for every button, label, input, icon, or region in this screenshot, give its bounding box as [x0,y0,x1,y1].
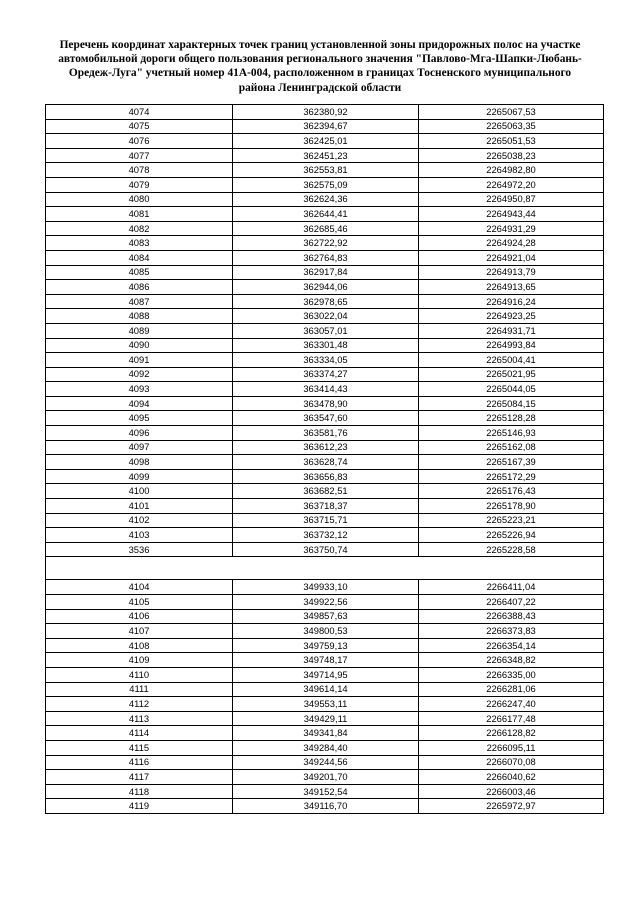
table-row [46,455,604,470]
y-coordinate-cell: 2265004,41 [419,353,604,368]
table-row [46,250,604,265]
coordinates-table [45,104,604,814]
y-coordinate-cell: 2265128,28 [419,411,604,426]
table-row [46,542,604,557]
y-coordinate-cell: 2264913,65 [419,280,604,295]
table-row [46,265,604,280]
point-number-cell: 4091 [46,353,233,368]
table-row [46,440,604,455]
x-coordinate-cell: 363750,74 [233,542,419,557]
table-row [46,469,604,484]
y-coordinate-cell: 2265226,94 [419,528,604,543]
table-row [46,192,604,207]
point-number-cell: 4088 [46,309,233,324]
y-coordinate-cell: 2265021,95 [419,367,604,382]
y-coordinate-cell: 2266354,14 [419,638,604,653]
point-number-cell: 4079 [46,177,233,192]
y-coordinate-cell: 2264916,24 [419,294,604,309]
x-coordinate-cell: 362451,23 [233,148,419,163]
point-number-cell: 4080 [46,192,233,207]
x-coordinate-cell: 363682,51 [233,484,419,499]
table-row [46,799,604,814]
y-coordinate-cell: 2266388,43 [419,609,604,624]
point-number-cell: 4103 [46,528,233,543]
x-coordinate-cell: 349201,70 [233,770,419,785]
table-row [46,667,604,682]
point-number-cell: 4104 [46,580,233,595]
document-title [40,38,600,95]
x-coordinate-cell: 362644,41 [233,207,419,222]
point-number-cell: 4092 [46,367,233,382]
table-row [46,382,604,397]
x-coordinate-cell: 362685,46 [233,221,419,236]
x-coordinate-cell: 363022,04 [233,309,419,324]
y-coordinate-cell: 2266040,62 [419,770,604,785]
table-row [46,221,604,236]
y-coordinate-cell: 2266335,00 [419,667,604,682]
y-coordinate-cell: 2264993,84 [419,338,604,353]
y-coordinate-cell: 2265178,90 [419,499,604,514]
point-number-cell: 4105 [46,595,233,610]
point-number-cell: 4119 [46,799,233,814]
point-number-cell: 4116 [46,755,233,770]
table-row [46,148,604,163]
table-row [46,770,604,785]
y-coordinate-cell: 2266070,08 [419,755,604,770]
y-coordinate-cell: 2266095,11 [419,740,604,755]
x-coordinate-cell: 363718,37 [233,499,419,514]
table-row [46,367,604,382]
y-coordinate-cell: 2265228,58 [419,542,604,557]
table-row [46,280,604,295]
table-row [46,580,604,595]
point-number-cell: 4078 [46,163,233,178]
point-number-cell: 4086 [46,280,233,295]
point-number-cell: 4075 [46,119,233,134]
y-coordinate-cell: 2264931,71 [419,323,604,338]
y-coordinate-cell: 2265051,53 [419,134,604,149]
y-coordinate-cell: 2264982,80 [419,163,604,178]
x-coordinate-cell: 362624,36 [233,192,419,207]
x-coordinate-cell: 363628,74 [233,455,419,470]
x-coordinate-cell: 363414,43 [233,382,419,397]
point-number-cell: 4112 [46,697,233,712]
point-number-cell: 4083 [46,236,233,251]
point-number-cell: 4111 [46,682,233,697]
x-coordinate-cell: 349922,56 [233,595,419,610]
y-coordinate-cell: 2266407,22 [419,595,604,610]
y-coordinate-cell: 2265223,21 [419,513,604,528]
x-coordinate-cell: 363057,01 [233,323,419,338]
x-coordinate-cell: 349429,11 [233,711,419,726]
point-number-cell: 4100 [46,484,233,499]
x-coordinate-cell: 363478,90 [233,396,419,411]
point-number-cell: 4090 [46,338,233,353]
table-row [46,499,604,514]
table-row [46,609,604,624]
x-coordinate-cell: 349116,70 [233,799,419,814]
table-row [46,595,604,610]
point-number-cell: 4110 [46,667,233,682]
table-row [46,528,604,543]
table-row [46,711,604,726]
x-coordinate-cell: 363732,12 [233,528,419,543]
y-coordinate-cell: 2266247,40 [419,697,604,712]
point-number-cell: 4109 [46,653,233,668]
coordinates-table-body [46,105,604,814]
table-row [46,682,604,697]
table-row [46,638,604,653]
table-row [46,513,604,528]
y-coordinate-cell: 2265063,35 [419,119,604,134]
table-row [46,484,604,499]
x-coordinate-cell: 349800,53 [233,624,419,639]
table-row [46,323,604,338]
x-coordinate-cell: 363581,76 [233,426,419,441]
point-number-cell: 3536 [46,542,233,557]
x-coordinate-cell: 363715,71 [233,513,419,528]
y-coordinate-cell: 2265146,93 [419,426,604,441]
point-number-cell: 4094 [46,396,233,411]
x-coordinate-cell: 349933,10 [233,580,419,595]
point-number-cell: 4087 [46,294,233,309]
table-row [46,177,604,192]
table-row [46,207,604,222]
x-coordinate-cell: 349759,13 [233,638,419,653]
point-number-cell: 4095 [46,411,233,426]
y-coordinate-cell: 2264921,04 [419,250,604,265]
table-row [46,134,604,149]
point-number-cell: 4085 [46,265,233,280]
table-row [46,411,604,426]
y-coordinate-cell: 2265172,29 [419,469,604,484]
table-row [46,294,604,309]
y-coordinate-cell: 2264943,44 [419,207,604,222]
point-number-cell: 4115 [46,740,233,755]
point-number-cell: 4099 [46,469,233,484]
point-number-cell: 4084 [46,250,233,265]
y-coordinate-cell: 2265972,97 [419,799,604,814]
x-coordinate-cell: 363547,60 [233,411,419,426]
table-row [46,740,604,755]
y-coordinate-cell: 2264913,79 [419,265,604,280]
point-number-cell: 4118 [46,784,233,799]
table-row [46,624,604,639]
point-number-cell: 4101 [46,499,233,514]
point-number-cell: 4077 [46,148,233,163]
table-row [46,396,604,411]
x-coordinate-cell: 349244,56 [233,755,419,770]
table-row [46,653,604,668]
section-separator-row [46,557,604,580]
y-coordinate-cell: 2266128,82 [419,726,604,741]
table-row [46,338,604,353]
x-coordinate-cell: 349284,40 [233,740,419,755]
point-number-cell: 4093 [46,382,233,397]
x-coordinate-cell: 363334,05 [233,353,419,368]
x-coordinate-cell: 362764,83 [233,250,419,265]
point-number-cell: 4098 [46,455,233,470]
title-line: Перечень координат характерных точек границ установленной зоны придорожных полос на участке [59,39,581,51]
x-coordinate-cell: 363612,23 [233,440,419,455]
x-coordinate-cell: 362917,84 [233,265,419,280]
y-coordinate-cell: 2266373,83 [419,624,604,639]
table-row [46,236,604,251]
separator-cell [46,557,604,580]
x-coordinate-cell: 349614,14 [233,682,419,697]
y-coordinate-cell: 2265038,23 [419,148,604,163]
y-coordinate-cell: 2265067,53 [419,105,604,120]
x-coordinate-cell: 362722,92 [233,236,419,251]
y-coordinate-cell: 2264972,20 [419,177,604,192]
y-coordinate-cell: 2265176,43 [419,484,604,499]
x-coordinate-cell: 362380,92 [233,105,419,120]
y-coordinate-cell: 2266411,04 [419,580,604,595]
y-coordinate-cell: 2266177,48 [419,711,604,726]
table-row [46,697,604,712]
table-row [46,163,604,178]
point-number-cell: 4074 [46,105,233,120]
x-coordinate-cell: 349748,17 [233,653,419,668]
point-number-cell: 4106 [46,609,233,624]
x-coordinate-cell: 362944,06 [233,280,419,295]
point-number-cell: 4113 [46,711,233,726]
point-number-cell: 4082 [46,221,233,236]
point-number-cell: 4107 [46,624,233,639]
y-coordinate-cell: 2264931,29 [419,221,604,236]
table-row [46,309,604,324]
point-number-cell: 4096 [46,426,233,441]
x-coordinate-cell: 349341,84 [233,726,419,741]
point-number-cell: 4102 [46,513,233,528]
x-coordinate-cell: 362553,81 [233,163,419,178]
x-coordinate-cell: 363374,27 [233,367,419,382]
point-number-cell: 4114 [46,726,233,741]
title-line: Оредеж-Луга" учетный номер 41А-004, расположенном в границах Тосненского муниципального [68,67,572,80]
table-row [46,105,604,120]
x-coordinate-cell: 362575,09 [233,177,419,192]
point-number-cell: 4108 [46,638,233,653]
y-coordinate-cell: 2265044,05 [419,382,604,397]
y-coordinate-cell: 2266281,06 [419,682,604,697]
point-number-cell: 4076 [46,134,233,149]
table-row [46,784,604,799]
table-row [46,726,604,741]
y-coordinate-cell: 2266003,46 [419,784,604,799]
x-coordinate-cell: 363301,48 [233,338,419,353]
table-row [46,426,604,441]
y-coordinate-cell: 2264924,28 [419,236,604,251]
x-coordinate-cell: 349857,63 [233,609,419,624]
title-line: автомобильной дороги общего пользования регионального значения "Павлово-Мга-Шапки-Любань- [58,53,582,66]
x-coordinate-cell: 349553,11 [233,697,419,712]
x-coordinate-cell: 363656,83 [233,469,419,484]
point-number-cell: 4097 [46,440,233,455]
x-coordinate-cell: 362978,65 [233,294,419,309]
y-coordinate-cell: 2265084,15 [419,396,604,411]
y-coordinate-cell: 2265162,08 [419,440,604,455]
point-number-cell: 4089 [46,323,233,338]
table-row [46,755,604,770]
table-row [46,353,604,368]
x-coordinate-cell: 349152,54 [233,784,419,799]
y-coordinate-cell: 2264923,25 [419,309,604,324]
point-number-cell: 4081 [46,207,233,222]
point-number-cell: 4117 [46,770,233,785]
title-line: района Ленинградской области [238,81,402,94]
y-coordinate-cell: 2266348,82 [419,653,604,668]
y-coordinate-cell: 2265167,39 [419,455,604,470]
x-coordinate-cell: 362394,67 [233,119,419,134]
x-coordinate-cell: 349714,95 [233,667,419,682]
table-row [46,119,604,134]
x-coordinate-cell: 362425,01 [233,134,419,149]
y-coordinate-cell: 2264950,87 [419,192,604,207]
